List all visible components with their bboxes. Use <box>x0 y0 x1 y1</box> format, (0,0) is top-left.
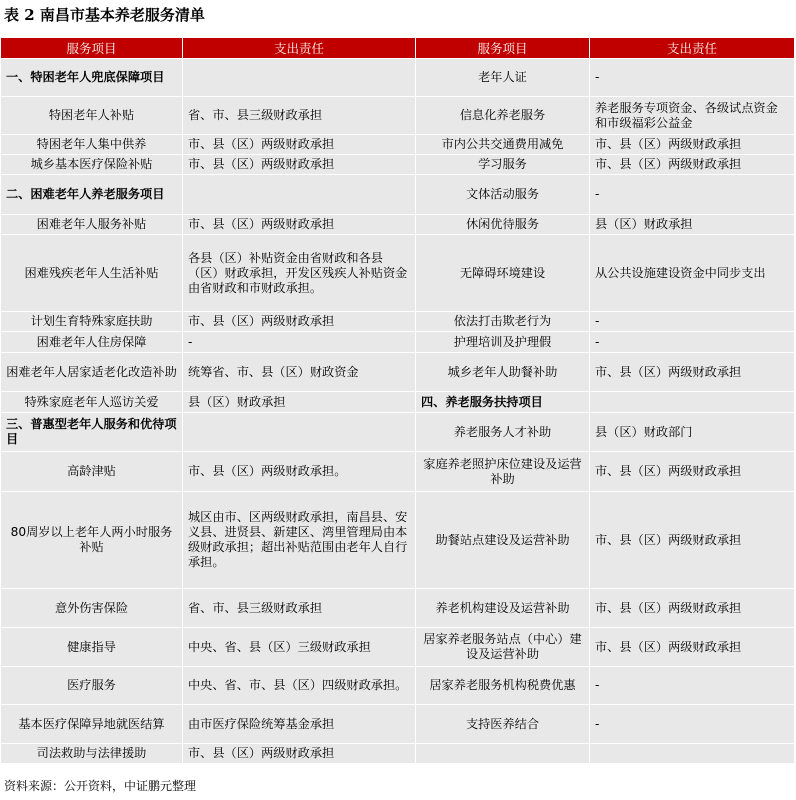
service-item-cell: 居家养老服务机构税费优惠 <box>416 667 590 705</box>
expenditure-cell: 市、县（区）两级财政承担 <box>590 589 795 628</box>
service-item-cell: 老年人证 <box>416 59 590 97</box>
service-item-cell: 特困老年人集中供养 <box>1 135 183 155</box>
service-item-cell: 计划生育特殊家庭扶助 <box>1 312 183 332</box>
service-item-cell: 特殊家庭老年人巡访关爱 <box>1 392 183 413</box>
service-item-cell: 困难老年人服务补贴 <box>1 215 183 235</box>
table-row <box>1 413 795 452</box>
table-body <box>1 59 795 764</box>
expenditure-cell: 市、县（区）两级财政承担 <box>590 353 795 392</box>
expenditure-cell: 从公共设施建设资金中同步支出 <box>590 235 795 312</box>
service-item-cell: 健康指导 <box>1 628 183 667</box>
expenditure-cell: - <box>590 59 795 97</box>
section-heading: 一、特困老年人兜底保障项目 <box>1 59 183 97</box>
service-item-cell: 特困老年人补贴 <box>1 97 183 135</box>
service-item-cell: 基本医疗保障异地就医结算 <box>1 705 183 744</box>
table-row <box>1 492 795 589</box>
header-expenditure: 支出责任 <box>590 38 795 59</box>
table-row <box>1 135 795 155</box>
header-service-item: 服务项目 <box>416 38 590 59</box>
service-item-cell: 养老机构建设及运营补助 <box>416 589 590 628</box>
expenditure-cell: 市、县（区）两级财政承担 <box>183 215 416 235</box>
expenditure-cell: - <box>590 312 795 332</box>
table-row <box>1 235 795 312</box>
service-item-cell: 城乡基本医疗保险补贴 <box>1 155 183 175</box>
table-row <box>1 312 795 332</box>
service-item-cell: 80周岁以上老年人两小时服务补贴 <box>1 492 183 589</box>
expenditure-cell: - <box>590 667 795 705</box>
expenditure-cell: - <box>590 705 795 744</box>
expenditure-cell <box>590 744 795 764</box>
section-heading: 四、养老服务扶持项目 <box>416 392 590 413</box>
expenditure-cell: 省、市、县三级财政承担 <box>183 589 416 628</box>
expenditure-cell <box>590 392 795 413</box>
expenditure-cell: 中央、省、市、县（区）四级财政承担。 <box>183 667 416 705</box>
table-row <box>1 667 795 705</box>
table-row <box>1 332 795 353</box>
table-row <box>1 155 795 175</box>
expenditure-cell <box>183 175 416 215</box>
service-item-cell: 居家养老服务站点（中心）建设及运营补助 <box>416 628 590 667</box>
section-heading: 三、普惠型老年人服务和优待项目 <box>1 413 183 452</box>
service-item-cell: 休闲优待服务 <box>416 215 590 235</box>
table-row <box>1 589 795 628</box>
source-note: 资料来源：公开资料，中证鹏元整理 <box>4 779 197 793</box>
expenditure-cell: 省、市、县三级财政承担 <box>183 97 416 135</box>
service-item-cell: 困难老年人居家适老化改造补助 <box>1 353 183 392</box>
header-row <box>1 38 795 59</box>
table-title: 表 2 南昌市基本养老服务清单 <box>4 6 205 24</box>
service-item-cell: 学习服务 <box>416 155 590 175</box>
expenditure-cell: 县（区）财政承担 <box>590 215 795 235</box>
table-row <box>1 705 795 744</box>
table-row <box>1 59 795 97</box>
service-item-cell: 市内公共交通费用减免 <box>416 135 590 155</box>
table-row <box>1 97 795 135</box>
table-row <box>1 744 795 764</box>
service-item-cell: 城乡老年人助餐补助 <box>416 353 590 392</box>
expenditure-cell: 市、县（区）两级财政承担 <box>183 135 416 155</box>
section-heading: 二、困难老年人养老服务项目 <box>1 175 183 215</box>
expenditure-cell: 市、县（区）两级财政承担 <box>590 628 795 667</box>
service-item-cell: 支持医养结合 <box>416 705 590 744</box>
expenditure-cell: 市、县（区）两级财政承担 <box>590 492 795 589</box>
expenditure-cell: 县（区）财政承担 <box>183 392 416 413</box>
service-item-cell: 信息化养老服务 <box>416 97 590 135</box>
expenditure-cell: 由市医疗保险统筹基金承担 <box>183 705 416 744</box>
expenditure-cell <box>183 413 416 452</box>
table-row <box>1 215 795 235</box>
service-item-cell: 困难老年人住房保障 <box>1 332 183 353</box>
service-item-cell: 家庭养老照护床位建设及运营补助 <box>416 452 590 492</box>
service-item-cell: 医疗服务 <box>1 667 183 705</box>
table-row <box>1 452 795 492</box>
service-item-cell: 高龄津贴 <box>1 452 183 492</box>
expenditure-cell: 城区由市、区两级财政承担，南昌县、安义县、进贤县、新建区、湾里管理局由本级财政承担；超出补贴范围由老年人自行承担。 <box>183 492 416 589</box>
expenditure-cell: 市、县（区）两级财政承担 <box>183 155 416 175</box>
service-item-cell: 困难残疾老年人生活补贴 <box>1 235 183 312</box>
service-item-cell: 司法救助与法律援助 <box>1 744 183 764</box>
header-service-item: 服务项目 <box>1 38 183 59</box>
table-row <box>1 175 795 215</box>
expenditure-cell: 养老服务专项资金、各级试点资金和市级福彩公益金 <box>590 97 795 135</box>
service-item-cell: 依法打击欺老行为 <box>416 312 590 332</box>
table-row <box>1 392 795 413</box>
service-item-cell <box>416 744 590 764</box>
table-row <box>1 353 795 392</box>
expenditure-cell: 市、县（区）两级财政承担 <box>183 744 416 764</box>
service-list-table <box>0 37 795 764</box>
expenditure-cell: - <box>590 332 795 353</box>
service-item-cell: 无障碍环境建设 <box>416 235 590 312</box>
service-item-cell: 助餐站点建设及运营补助 <box>416 492 590 589</box>
expenditure-cell: 市、县（区）两级财政承担 <box>590 135 795 155</box>
expenditure-cell: 各县（区）补贴资金由省财政和各县（区）财政承担，开发区残疾人补贴资金由省财政和市财政承担。 <box>183 235 416 312</box>
service-item-cell: 护理培训及护理假 <box>416 332 590 353</box>
expenditure-cell: - <box>590 175 795 215</box>
table-row <box>1 628 795 667</box>
expenditure-cell: 中央、省、县（区）三级财政承担 <box>183 628 416 667</box>
header-expenditure: 支出责任 <box>183 38 416 59</box>
expenditure-cell: 县（区）财政部门 <box>590 413 795 452</box>
expenditure-cell: - <box>183 332 416 353</box>
expenditure-cell: 市、县（区）两级财政承担 <box>590 155 795 175</box>
service-item-cell: 养老服务人才补助 <box>416 413 590 452</box>
service-item-cell: 意外伤害保险 <box>1 589 183 628</box>
expenditure-cell <box>183 59 416 97</box>
expenditure-cell: 市、县（区）两级财政承担。 <box>183 452 416 492</box>
expenditure-cell: 市、县（区）两级财政承担 <box>590 452 795 492</box>
service-item-cell: 文体活动服务 <box>416 175 590 215</box>
expenditure-cell: 统筹省、市、县（区）财政资金 <box>183 353 416 392</box>
expenditure-cell: 市、县（区）两级财政承担 <box>183 312 416 332</box>
